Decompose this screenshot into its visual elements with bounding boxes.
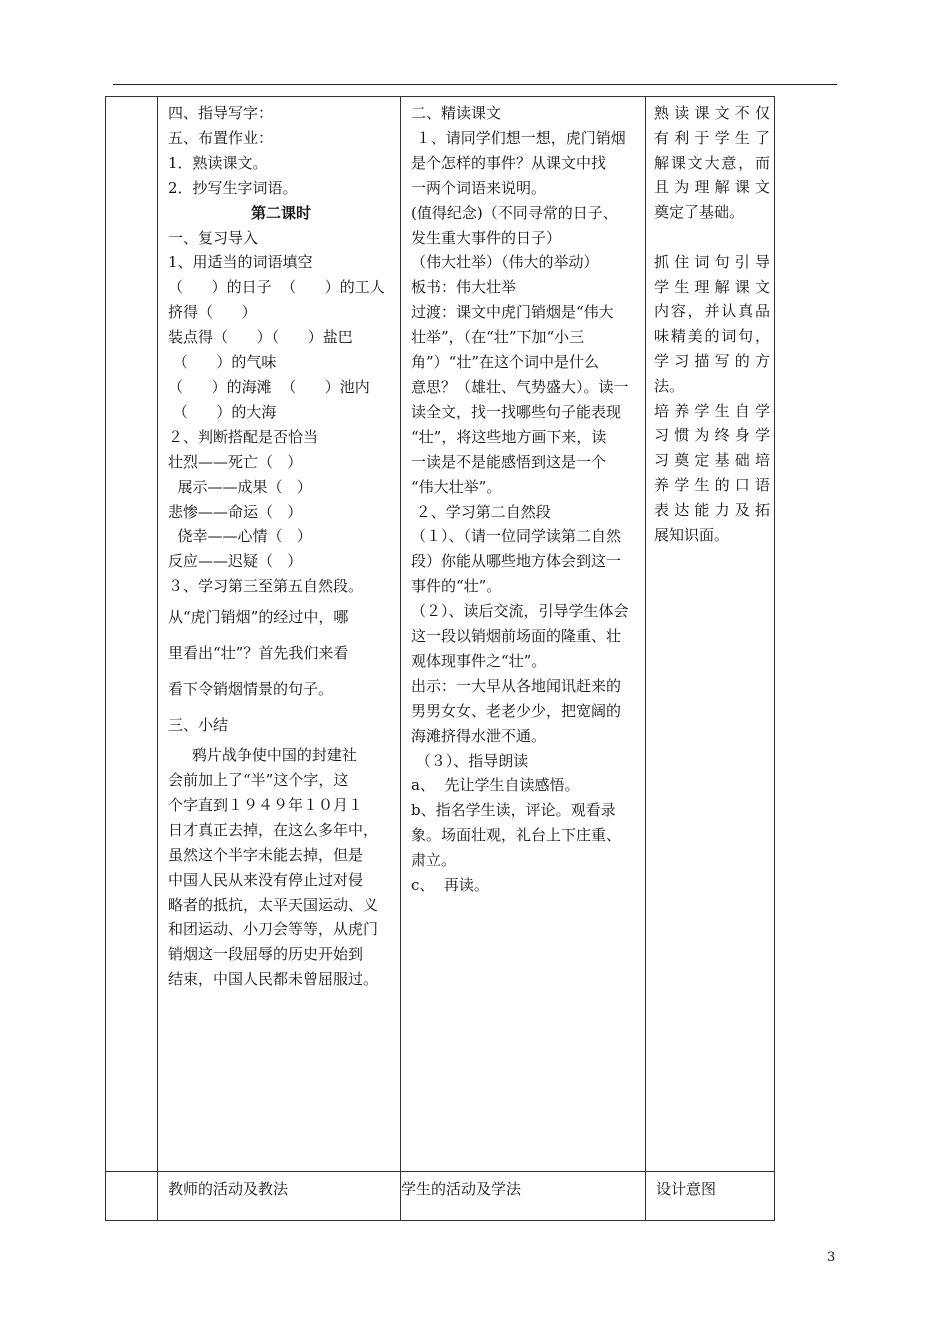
- design-line: 有利于学生了: [654, 128, 770, 147]
- student-line: 角”）“壮”在这个词中是什么: [411, 353, 600, 372]
- student-line: （３）、指导朗读: [411, 751, 529, 770]
- student-activity-label: 学生的活动及学法: [401, 1180, 522, 1198]
- teacher-line: 挤得（ ）: [168, 303, 257, 322]
- student-line: （２）、读后交流，引导学生体会: [411, 602, 629, 621]
- teacher-line: 壮烈——死亡（ ）: [168, 452, 303, 471]
- design-line: 习惯为终身学: [654, 426, 770, 445]
- teacher-line: 从“虎门销烟”的经过中，哪: [168, 608, 349, 627]
- student-line: 事件的“壮”。: [411, 577, 502, 596]
- design-intent-label: 设计意图: [656, 1180, 717, 1198]
- student-line: （伟大壮举）（伟大的举动）: [411, 253, 599, 272]
- teacher-column: [158, 97, 401, 1172]
- student-column: [401, 97, 646, 1172]
- student-line: 海滩挤得水泄不通。: [411, 726, 547, 745]
- student-line: 发生重大事件的日子）: [411, 228, 562, 247]
- teacher-line: （ ）的日子 （ ）的工人: [168, 278, 385, 297]
- student-lines: [401, 97, 645, 898]
- footer-row: [106, 1172, 775, 1221]
- student-line: 板书：伟大壮举: [411, 278, 517, 297]
- student-line: １、请同学们想一想，虎门销烟: [411, 128, 626, 147]
- teacher-line: 悲惨——命运（ ）: [168, 502, 303, 521]
- student-line: 段）你能从哪些地方体会到这一: [411, 552, 622, 571]
- teacher-line: 1、用适当的词语填空: [168, 253, 313, 272]
- content-row: [106, 97, 775, 1172]
- student-line: 象。场面壮观，礼台上下庄重、: [411, 826, 622, 845]
- teacher-line: 2．抄写生字词语。: [168, 178, 298, 197]
- design-lines: [646, 97, 774, 547]
- student-line: a、 先让学生自读感悟。: [411, 776, 580, 795]
- design-line: 展知识面。: [654, 525, 730, 544]
- teacher-line: 会前加上了“半”这个字，这: [168, 771, 349, 790]
- design-line: 表达能力及拓: [654, 500, 770, 519]
- design-line: 法。: [654, 376, 685, 395]
- student-line: 出示：一大早从各地闻讯赶来的: [411, 676, 622, 695]
- student-line: 一读是不是能感悟到这是一个: [411, 452, 607, 471]
- student-line: 壮举”，（在“壮”下加“小三: [411, 328, 585, 347]
- teacher-line: 日才真正去掉，在这么多年中，: [168, 820, 379, 839]
- student-line: 一两个词语来说明。: [411, 178, 547, 197]
- student-line: 过渡：课文中虎门销烟是“伟大: [411, 303, 614, 322]
- teacher-line: 第二课时: [250, 203, 311, 222]
- teacher-line: 略者的抵抗，太平天国运动、义: [168, 895, 379, 914]
- student-line: ２、学习第二自然段: [411, 502, 551, 521]
- design-line: 习奠定基础培: [654, 451, 770, 470]
- student-line: b、指名学生读，评论。观看录: [411, 801, 616, 820]
- design-line: 培养学生自学: [654, 401, 770, 420]
- teacher-line: （ ）的海滩 （ ）池内: [168, 377, 370, 396]
- teacher-line: 展示——成果（ ）: [168, 477, 312, 496]
- design-line: 奠定了基础。: [654, 203, 745, 222]
- design-line: 抓住词句引导: [654, 252, 770, 271]
- teacher-line: 结束，中国人民都未曾屈服过。: [168, 970, 379, 989]
- teacher-line: 鸦片战争使中国的封建社: [168, 746, 357, 765]
- footer-blank-cell: [106, 1172, 158, 1221]
- student-line: 观体现事件之“壮”。: [411, 651, 547, 670]
- teacher-activity-label: 教师的活动及教法: [168, 1180, 289, 1198]
- student-line: （１）、（请一位同学读第二自然: [411, 527, 622, 546]
- teacher-line: 看下令销烟情景的句子。: [168, 680, 334, 699]
- teacher-line: 三、小结: [168, 716, 229, 735]
- student-line: 肃立。: [411, 851, 457, 870]
- teacher-line: 四、指导写字：: [168, 104, 274, 122]
- page-number: 3: [827, 1250, 836, 1265]
- paragraph-gap: [654, 225, 770, 250]
- teacher-line: 一、复习导入: [168, 228, 259, 247]
- teacher-line: 1．熟读课文。: [168, 153, 268, 172]
- student-line: c、 再读。: [411, 876, 489, 895]
- student-line: 意思？（雄壮、气势盛大）。读一: [411, 377, 629, 396]
- design-line: 味精美的词句，: [654, 327, 770, 346]
- student-line: 是个怎样的事件？从课文中找: [411, 153, 607, 172]
- blank-cell: [106, 97, 158, 1172]
- teacher-line: ２、判断搭配是否恰当: [168, 427, 319, 446]
- student-line: (值得纪念)（不同寻常的日子、: [411, 203, 618, 222]
- student-line: “伟大壮举”。: [411, 477, 502, 496]
- student-line: 这一段以销烟前场面的隆重、壮: [411, 627, 622, 646]
- header-rule: [113, 84, 837, 85]
- teacher-line: 中国人民从来没有停止过对侵: [168, 870, 364, 889]
- teacher-line: 反应——迟疑（ ）: [168, 552, 303, 571]
- teacher-line: 个字直到１９４９年１０月１: [168, 795, 364, 814]
- student-line: 男男女女、老老少少，把宽阔的: [411, 701, 622, 720]
- design-line: 学习描写的方: [654, 351, 770, 370]
- teacher-line: 销烟这一段屈辱的历史开始到: [168, 945, 364, 964]
- design-line: 熟读课文不仅: [654, 104, 770, 122]
- teacher-line: （ ）的气味: [168, 353, 277, 372]
- design-line: 学生理解课文: [654, 277, 770, 296]
- teacher-line: 里看出“壮”？首先我们来看: [168, 644, 349, 663]
- lesson-plan-table: [105, 96, 775, 1221]
- design-line: 内容，并认真品: [654, 302, 770, 321]
- design-column: [646, 97, 775, 1172]
- design-line: 解课文大意，而: [654, 153, 770, 172]
- student-line: 二、精读课文: [411, 104, 502, 122]
- teacher-line: 侥幸——心情（ ）: [168, 527, 312, 546]
- teacher-line: 装点得（ ）（ ）盐巴: [168, 328, 353, 347]
- design-line: 且为理解课文: [654, 178, 770, 197]
- student-line: “壮”，将这些地方画下来，读: [411, 427, 607, 446]
- teacher-line: （ ）的大海: [168, 402, 277, 421]
- teacher-lines: [158, 97, 400, 992]
- teacher-line: 和团运动、小刀会等等，从虎门: [168, 920, 379, 939]
- teacher-line: 虽然这个半字未能去掉，但是: [168, 845, 364, 864]
- design-line: 养学生的口语: [654, 475, 770, 494]
- teacher-line: 五、布置作业：: [168, 128, 274, 147]
- teacher-line: ３、学习第三至第五自然段。: [168, 577, 364, 596]
- student-line: 读全文，找一找哪些句子能表现: [411, 402, 622, 421]
